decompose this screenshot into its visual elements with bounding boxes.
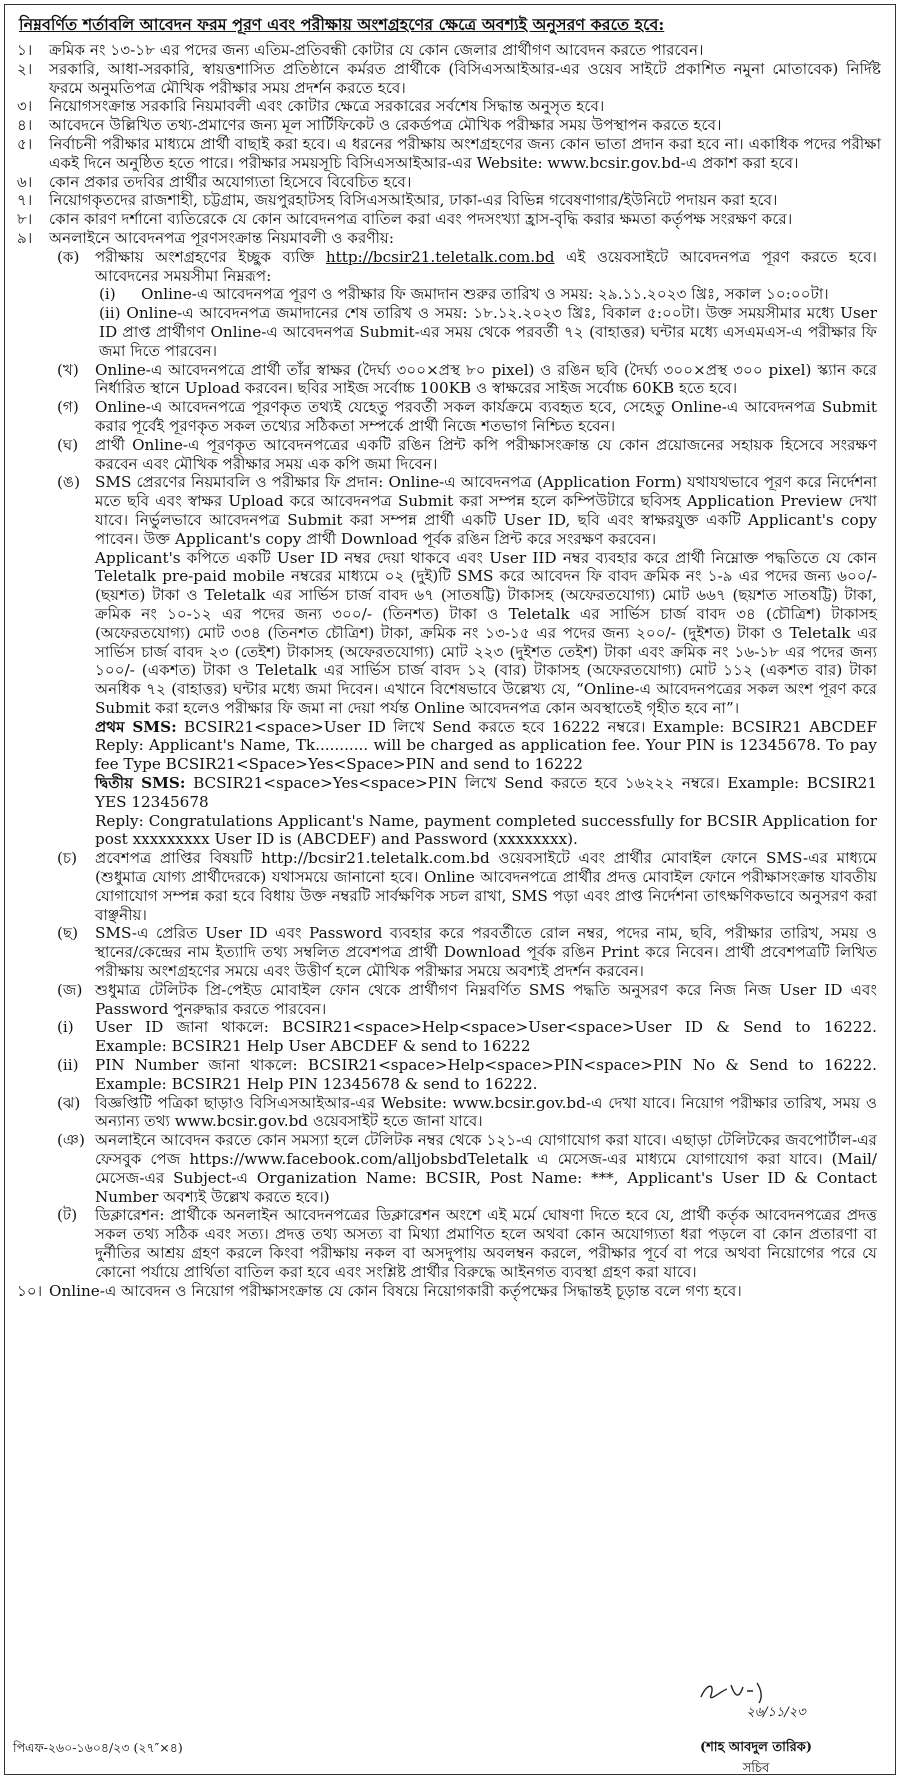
signatory-title: সচিব [742, 1761, 770, 1776]
item-text: সরকারি, আধা-সরকারি, স্বায়ত্তশাসিত প্রতিষ্ঠানে কর্মরত প্রার্থীকে (বিসিএসআইআর-এর ওয়েব সাইটে প্রকাশিত নমুনা মোতাবেক) নির্দিষ্ট ফরমে অনুমতিপত্র মৌখিক পরীক্ষার সময় প্রদর্শন করতে হবে। [49, 59, 881, 97]
condition-item-4 [13, 116, 885, 135]
sub-text: শুধুমাত্র টেলিটক প্রি-পেইড মোবাইল ফোন থেকে প্রার্থীগণ নিম্নবর্ণিত SMS পদ্ধতি অনুসরণ করে নিজ নিজ User ID এবং Password পুনরুদ্ধার করতে পারবেন। [95, 980, 877, 1018]
sub-item-uma [13, 473, 885, 849]
sub-item-kha [13, 361, 885, 399]
item-number: ৮। [17, 210, 33, 229]
item-number: ৬। [17, 172, 33, 191]
sub-item-chha [13, 924, 885, 980]
reference-number: পিএফ-২৬০-১৬০৪/২৩ (২৭″×৪) [13, 1740, 183, 1755]
sub-text: Online-এ আবেদনপত্রে পূরণকৃত তথ্যই যেহেতু পরবর্তী সকল কার্যক্রমে ব্যবহৃত হবে, সেহেতু Online-এ আবেদনপত্র Submit করার পূর্বেই পূরণকৃত সকল তথ্যের সঠিকতা সম্পর্কে প্রার্থী নিজে শতভাগ নিশ্চিত হবেন। [95, 398, 877, 435]
sub-item-jha [13, 1094, 885, 1132]
condition-item-1 [13, 41, 885, 60]
sub-text: ডিক্লারেশন: প্রার্থীকে অনলাইন আবেদনপত্রের ডিক্লারেশন অংশে এই মর্মে ঘোষণা দিতে হবে যে, প্রার্থী কর্তৃক আবেদনপত্রের প্রদত্ত সকল তথ্য সঠিক এবং সত্য। প্রদত্ত তথ্য অসত্য বা মিথ্যা প্রমাণিত হলে অথবা কোন অযোগ্যতা ধরা পড়লে বা কোন প্রতারণা বা দুর্নীতির আশ্রয় গ্রহণ করলে কিংবা পরীক্ষায় নকল বা অসদুপায় অবলম্বন করলে, পরীক্ষার পূর্বে বা পরে অথবা নিয়োগের পরে যে কোনো পর্যায়ে প্রার্থিতা বাতিল করা হবে এবং সংশ্লিষ্ট প্রার্থীর বিরুদ্ধে আইনগত ব্যবস্থা গ্রহণ করা যাবে। [95, 1206, 877, 1281]
second-sms: দ্বিতীয় SMS: BCSIR21<space>Yes<space>PIN লিখে Send করতে হবে ১৬২২২ নম্বরে। Example: BCSIR21 YES 12345678 [95, 774, 877, 811]
sub-item-ka-i [13, 285, 885, 304]
sub-text: প্রবেশপত্র প্রাপ্তির বিষয়টি http://bcsir21.teletalk.com.bd ওয়েবসাইটে এবং প্রার্থীর মোবাইল ফোনে SMS-এর মাধ্যমে (শুধুমাত্র যোগ্য প্রার্থীদেরকে) যথাসময়ে জানানো হবে। Online আবেদনপত্রে প্রার্থীর প্রদত্ত মোবাইল ফোনে পরীক্ষাসংক্রান্ত যাবতীয় যোগাযোগ সম্পন্ন করা হবে বিধায় উক্ত নম্বরটি সার্বক্ষণিক সচল রাখা, SMS পড়া এবং প্রাপ্ত নির্দেশনা তাৎক্ষণিকভাবে অনুসরণ করা বাঞ্ছনীয়। [95, 849, 877, 924]
sub-label: (ঝ) [57, 1093, 81, 1112]
sub-label: (জ) [57, 980, 83, 999]
condition-item-9 [13, 229, 885, 248]
signature-date: ২৬/১১/২৩ [746, 1705, 806, 1720]
signatory-name: (শাহ আবদুল তারিক) [699, 1740, 813, 1755]
fee-paragraph: Applicant's কপিতে একটি User ID নম্বর দেয়া থাকবে এবং User IID নম্বর ব্যবহার করে প্রার্থী নিম্নোক্ত পদ্ধতিতে যে কোন Teletalk pre-paid mobile নম্বরের মাধ্যমে ০২ (দুই)টি SMS করে আবেদন ফি বাবদ ক্রমিক নং ১-৯ এর পদের জন্য ৬০০/- (ছয়শত) টাকা ও Teletalk এর সার্ভিস চার্জ বাবদ ৬৭ (সাতষট্টি) টাকাসহ (অফেরতযোগ্য) মোট ৬৬৭ (ছয়শত সাতষট্টি) টাকা, ক্রমিক নং ১০-১২ এর পদের জন্য ৩০০/- (তিনশত) টাকা ও Teletalk এর সার্ভিস চার্জ বাবদ ৩৪ (চৌত্রিশ) টাকাসহ (অফেরতযোগ্য) মোট ৩৩৪ (তিনশত চৌত্রিশ) টাকা, ক্রমিক নং ১৩-১৫ এর পদের জন্য ২০০/- (দুইশত) টাকা ও Teletalk এর সার্ভিস চার্জ বাবদ ২৩ (তেইশ) টাকাসহ (অফেরতযোগ্য) মোট ২২৩ (দুইশত তেইশ) টাকা এবং ক্রমিক নং ১৬-১৮ এর পদের জন্য ১০০/- (একশত) টাকা ও Teletalk এর সার্ভিস চার্জ বাবদ ১২ (বার) টাকাসহ (অফেরতযোগ্য) মোট ১১২ (একশত বার) টাকা অনধিক ৭২ (বাহাত্তর) ঘন্টার মধ্যে জমা দিবেন। এখানে বিশেষভাবে উল্লেখ্য যে, “Online-এ আবেদনপত্রের সকল অংশ পূরণ করে Submit করা হলেও পরীক্ষার ফি জমা না দেয়া পর্যন্ত Online আবেদনপত্র কোন অবস্থাতেই গৃহীত হবে না”। [95, 548, 877, 717]
sub-label: (ছ) [57, 924, 79, 943]
sub-item-ta [13, 1206, 885, 1281]
conditions-list [13, 41, 885, 1300]
item-number: ৫। [17, 134, 33, 153]
sub-label: (চ) [57, 849, 78, 868]
sub-item-ka-ii [13, 304, 885, 360]
sms-rules-paragraph: SMS প্রেরণের নিয়মাবলি ও পরীক্ষার ফি প্রদান: Online-এ আবেদনপত্র (Application Form) যথাযথভাবে পূরণ করে নির্দেশনা মতে ছবি এবং স্বাক্ষর Upload করে আবেদনপত্র Submit করা সম্পন্ন হলে কম্পিউটারে ছবিসহ Application Preview দেখা যাবে। নির্ভুলভাবে আবেদনপত্র Submit করা সম্পন্ন প্রার্থী একটি User ID, ছবি এবং স্বাক্ষরযুক্ত একটি Applicant's copy পাবেন। উক্ত Applicant's copy প্রার্থী Download পূর্বক রঙিন প্রিন্ট করে সংরক্ষণ করবেন। [95, 473, 877, 548]
sub-text: বিজ্ঞপ্তিটি পত্রিকা ছাড়াও বিসিএসআইআর-এর Website: www.bcsir.gov.bd-এ দেখা যাবে। নিয়োগ পরীক্ষার তারিখ, সময় ও অন্যান্য তথ্য www.bcsir.gov.bd ওয়েবসাইট হতে জানা যাবে। [95, 1093, 877, 1131]
sub-label: (i) [99, 285, 116, 304]
sub-text: PIN Number জানা থাকলে: BCSIR21<space>Help<space>PIN<space>PIN No & Send to 16222. Example: BCSIR21 Help PIN 12345678 & send to 16222. [95, 1056, 877, 1093]
item-number: ৪। [17, 116, 33, 135]
item-text [49, 229, 885, 248]
sub-label: (ঞ) [57, 1131, 85, 1150]
application-website-link[interactable]: http://bcsir21.teletalk.com.bd [325, 247, 555, 266]
sub-item-ga [13, 398, 885, 436]
condition-item-6 [13, 173, 885, 192]
item-text: নিয়োগকৃতদের রাজশাহী, চট্টগ্রাম, জয়পুরহাটসহ বিসিএসআইআর, ঢাকা-এর বিভিন্ন গবেষণাগার/ইউনিটে পদায়ন করা হবে। [49, 191, 778, 210]
sub-text: (ii) Online-এ আবেদনপত্র জমাদানের শেষ তারিখ ও সময়: ১৮.১২.২০২৩ খ্রিঃ, বিকাল ৫:০০টা। উক্ত সময়সীমার মধ্যে User ID প্রাপ্ত প্রার্থীগণ Online-এ আবেদনপত্র Submit-এর সময় থেকে পরবর্তী ৭২ (বাহাত্তর) ঘন্টার মধ্যে এসএমএস-এ পরীক্ষার ফি জমা দিতে পারবেন। [99, 304, 877, 360]
sub-text: SMS-এ প্রেরিত User ID এবং Password ব্যবহার করে পরবর্তীতে রোল নম্বর, পদের নাম, ছবি, পরীক্ষার তারিখ, সময় ও স্থানের/কেন্দ্রের নাম ইত্যাদি তথ্য সম্বলিত প্রবেশপত্র প্রার্থী Download পূর্বক রঙিন Print করে নিবেন। প্রার্থী প্রবেশপত্রটি লিখিত পরীক্ষায় অংশগ্রহণের সময়ে এবং উত্তীর্ণ হলে মৌখিক পরীক্ষার সময়ে অবশ্যই প্রদর্শন করবেন। [95, 924, 877, 981]
first-sms: প্রথম SMS: BCSIR21<space>User ID লিখে Send করতে হবে 16222 নম্বরে। Example: BCSIR21 ABCDEF Reply: Applicant's Name, Tk........... will be charged as application fee. Your PIN is 12345678. To pay fee Type BCSIR21<Space>Yes<Space>PIN and send to 16222 [95, 717, 878, 774]
sub-text: পরীক্ষায় অংশগ্রহণের ইচ্ছুক ব্যক্তি http://bcsir21.teletalk.com.bd এই ওয়েবসাইটে আবেদনপত্র পূরণ করতে হবে। আবেদনের সময়সীমা নিম্নরূপ: [95, 247, 877, 285]
condition-item-7 [13, 191, 885, 210]
sub-item-nya [13, 1131, 885, 1206]
item-number: ৯। [17, 228, 33, 247]
sub-item-cha [13, 849, 885, 924]
item-text: নিয়োগসংক্রান্ত সরকারি নিয়মাবলী এবং কোটার ক্ষেত্রে সরকারের সর্বশেষ সিদ্ধান্ত অনুসৃত হবে। [49, 97, 605, 116]
sub-item-ja-i [13, 1018, 885, 1056]
sub-item-ja-ii [13, 1056, 885, 1094]
item-text: Online-এ আবেদন ও নিয়োগ পরীক্ষাসংক্রান্ত যে কোন বিষয়ে নিয়োগকারী কর্তৃপক্ষের সিদ্ধান্তই চূড়ান্ত বলে গণ্য হবে। [49, 1281, 742, 1300]
condition-item-3 [13, 97, 885, 116]
item-text: কোন প্রকার তদবির প্রার্থীর অযোগ্যতা হিসেবে বিবেচিত হবে। [49, 172, 412, 191]
condition-item-8 [13, 210, 885, 229]
sub-label: (গ) [57, 398, 79, 417]
sub-label: (ক) [57, 247, 80, 266]
sub-label: (ঘ) [57, 435, 79, 454]
sub-label: (i) [57, 1018, 74, 1037]
sms-reply: Reply: Congratulations Applicant's Name, payment completed successfully for BCSIR Application for post xxxxxxxxx User ID is (ABCDEF) and Password (xxxxxxxx). [95, 811, 877, 849]
item-number: ১০। [17, 1281, 43, 1300]
signature-block [661, 1677, 851, 1780]
online-rules-title: অনলাইনে আবেদনপত্র পূরণসংক্রান্ত নিয়মাবলী ও করণীয়: [49, 228, 394, 247]
condition-item-5 [13, 135, 885, 173]
sub-item-ja [13, 981, 885, 1019]
sub-text: প্রার্থী Online-এ পূরণকৃত আবেদনপত্রের একটি রঙিন প্রিন্ট কপি পরীক্ষাসংক্রান্ত যে কোন প্রয়োজনের সহায়ক হিসেবে সংরক্ষণ করবেন এবং মৌখিক পরীক্ষার সময় এক কপি জমা দিবেন। [95, 435, 877, 473]
item-number: ৭। [17, 191, 33, 210]
item-text: কোন কারণ দর্শানো ব্যতিরেকে যে কোন আবেদনপত্র বাতিল করা এবং পদসংখ্যা হ্রাস-বৃদ্ধি করার ক্ষমতা কর্তৃপক্ষ সংরক্ষণ করে। [49, 210, 793, 229]
item-text: আবেদনে উল্লিখিত তথ্য-প্রমাণের জন্য মূল সার্টিফিকেট ও রেকর্ডপত্র মৌখিক পরীক্ষার সময় উপস্থাপন করতে হবে। [49, 116, 722, 135]
sub-label: (খ) [57, 360, 79, 379]
sub-item-gha [13, 436, 885, 474]
sub-label: (ii) [57, 1056, 79, 1075]
condition-item-2 [13, 60, 885, 98]
sub-label: (ঙ) [57, 473, 80, 492]
sub-label: (ট) [57, 1206, 78, 1225]
sub-text: অনলাইনে আবেদন করতে কোন সমস্যা হলে টেলিটক নম্বর থেকে ১২১-এ যোগাযোগ করা যাবে। এছাড়া টেলিটকের জবপোর্টাল-এর ফেসবুক পেজ https://www.facebook.com/alljobsbdTeletalk এ মেসেজ-এর মাধ্যমে যোগাযোগ করা যাবে। (Mail/মেসেজ-এর Subject-এ Organization Name: BCSIR, Post Name: ***, Applicant's User ID & Contact Number অবশ্যই উল্লেখ করতে হবে।) [95, 1131, 877, 1206]
item-number: ১। [17, 41, 33, 59]
sub-text: Online-এ আবেদনপত্রে প্রার্থী তাঁর স্বাক্ষর (দৈর্ঘ্য ৩০০×প্রস্থ ৮০ pixel) ও রঙিন ছবি (দৈর্ঘ্য ৩০০×প্রস্থ ৩০০ pixel) স্ক্যান করে নির্ধারিত স্থানে Upload করবেন। ছবির সাইজ সর্বোচ্চ 100KB ও স্বাক্ষরের সাইজ সর্বোচ্চ 60KB হতে হবে। [95, 360, 877, 398]
sub-item-ka [13, 248, 885, 286]
item-text: ক্রমিক নং ১৩-১৮ এর পদের জন্য এতিম-প্রতিবন্ধী কোটার যে কোন জেলার প্রার্থীগণ আবেদন করতে পারবেন। [49, 41, 704, 59]
item-text: নির্বাচনী পরীক্ষার মাধ্যমে প্রার্থী বাছাই করা হবে। এ ধরনের পরীক্ষায় অংশগ্রহণের জন্য কোন ভাতা প্রদান করা হবে না। একাধিক পদের পরীক্ষা একই দিনে অনুষ্ঠিত হতে পারে। পরীক্ষার সময়সূচি বিসিএসআইআর-এর Website: www.bcsir.gov.bd-এ প্রকাশ করা হবে। [49, 134, 881, 172]
condition-item-10 [13, 1282, 885, 1301]
item-number: ৩। [17, 97, 33, 116]
notice-heading: নিম্নবর্ণিত শর্তাবলি আবেদন ফরম পূরণ এবং পরীক্ষায় অংশগ্রহণের ক্ষেত্রে অবশ্যই অনুসরণ করতে হবে: [19, 15, 665, 34]
notice-page [4, 4, 896, 1775]
sub-text: User ID জানা থাকলে: BCSIR21<space>Help<space>User<space>User ID & Send to 16222. Example: BCSIR21 Help User ABCDEF & send to 16222 [95, 1018, 877, 1056]
item-number: ২। [17, 59, 33, 78]
sub-text: Online-এ আবেদনপত্র পূরণ ও পরীক্ষার ফি জমাদান শুরুর তারিখ ও সময়: ২৯.১১.২০২৩ খ্রিঃ, সকাল ১০:০০টা। [141, 285, 829, 304]
sub-text [95, 473, 881, 849]
